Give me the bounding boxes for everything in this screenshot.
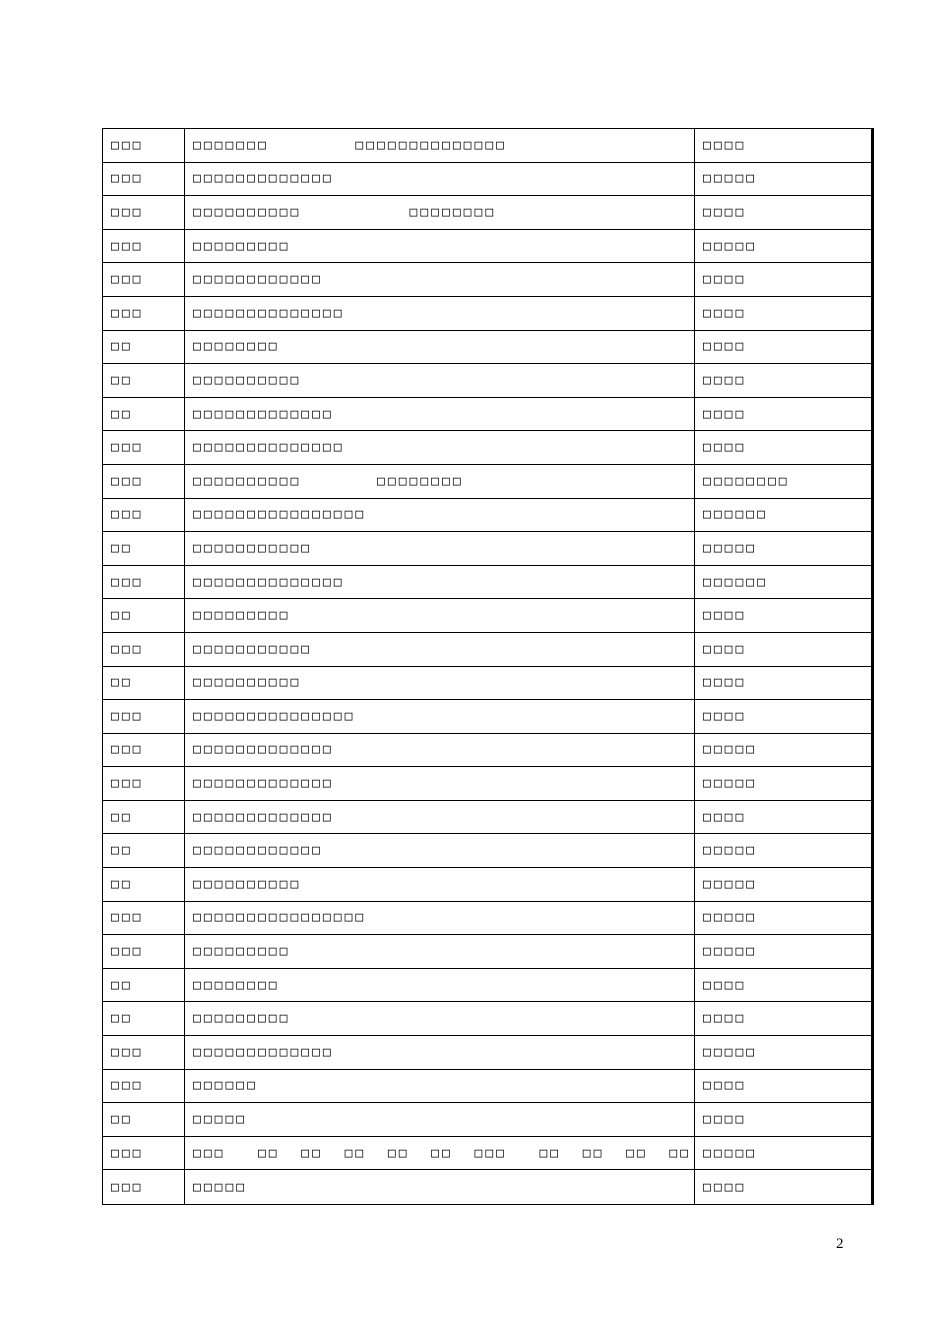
table-row	[103, 566, 871, 600]
table-row	[103, 364, 871, 398]
table-row	[103, 801, 871, 835]
table-row	[103, 868, 871, 902]
name-cell: □□	[103, 667, 185, 700]
table-row	[103, 935, 871, 969]
table-row	[103, 129, 871, 163]
name-cell: □□	[103, 1103, 185, 1136]
unit-cell: □□□□	[703, 440, 747, 456]
name-cell: □□□	[103, 196, 185, 229]
unit-cell: □□□□	[703, 675, 747, 691]
page-number: 2	[836, 1236, 844, 1252]
unit-cell: □□□□	[703, 708, 747, 724]
table-row	[103, 834, 871, 868]
name-cell: □□□	[103, 700, 185, 733]
detail-cell: □□□□□□□□□□	[185, 667, 695, 700]
name-cell: □□□	[103, 1036, 185, 1069]
detail-cell: □□□□□□□□□□□□□	[185, 163, 695, 196]
unit-cell: □□□□	[703, 1011, 747, 1027]
table-row	[103, 599, 871, 633]
table-row	[103, 297, 871, 331]
name-cell: □□	[103, 868, 185, 901]
detail-cell: □□□□□□□□□	[185, 599, 695, 632]
detail-cell: □□□□□□□□□□□□□□□□	[185, 499, 695, 532]
table-row	[103, 532, 871, 566]
detail-cell: □□□□□□□□□□	[185, 868, 695, 901]
name-cell: □□□	[103, 499, 185, 532]
detail-cell: □□□□□□□□□□ □□□□□□□□	[185, 465, 695, 498]
name-cell: □□□	[103, 1137, 185, 1170]
unit-cell: □□□□	[703, 204, 747, 220]
detail-cell: □□□□□□□□□□□□□	[185, 1036, 695, 1069]
detail-cell: □□□□□□□□□□□□□	[185, 801, 695, 834]
table-row	[103, 465, 871, 499]
detail-cell: □□□□□□□□□□□□□	[185, 734, 695, 767]
unit-cell: □□□□□□	[703, 507, 768, 523]
name-cell: □□□	[103, 230, 185, 263]
table-row	[103, 667, 871, 701]
detail-cell: □□□□□	[185, 1103, 695, 1136]
table-row	[103, 633, 871, 667]
unit-cell: □□□□□	[703, 843, 758, 859]
table-row	[103, 230, 871, 264]
detail-cell: □□□□□□□□□□ □□□□□□□□	[185, 196, 695, 229]
name-cell: □□	[103, 532, 185, 565]
table-row	[103, 1170, 871, 1204]
detail-cell: □□□□□□	[185, 1070, 695, 1103]
name-cell: □□	[103, 364, 185, 397]
unit-cell: □□□□	[703, 272, 747, 288]
unit-cell: □□□□□□	[703, 574, 768, 590]
detail-cell: □□□□□□□□	[185, 969, 695, 1002]
unit-cell: □□□□	[703, 406, 747, 422]
name-cell: □□	[103, 969, 185, 1002]
table-row	[103, 1002, 871, 1036]
table-row	[103, 398, 871, 432]
name-cell: □□□	[103, 163, 185, 196]
name-cell: □□□	[103, 129, 185, 162]
name-cell: □□□	[103, 935, 185, 968]
detail-cell: □□□ □□ □□ □□ □□ □□ □□□ □□ □□ □□ □□	[185, 1137, 695, 1170]
name-cell: □□□	[103, 734, 185, 767]
name-cell: □□□	[103, 902, 185, 935]
detail-cell: □□□□□□□□□□□	[185, 532, 695, 565]
table-row	[103, 902, 871, 936]
name-cell: □□□	[103, 633, 185, 666]
table-row	[103, 1103, 871, 1137]
unit-cell: □□□□	[703, 1179, 747, 1195]
unit-cell: □□□□□	[703, 1145, 758, 1161]
name-cell: □□	[103, 834, 185, 867]
name-cell: □□□	[103, 1070, 185, 1103]
table-row	[103, 431, 871, 465]
unit-cell: □□□□	[703, 608, 747, 624]
detail-cell: □□□□□□□□□□□□□□	[185, 431, 695, 464]
unit-cell: □□□□	[703, 339, 747, 355]
table-row	[103, 969, 871, 1003]
name-cell: □□	[103, 801, 185, 834]
name-cell: □□□	[103, 431, 185, 464]
detail-cell: □□□□□□□□□□□□□	[185, 767, 695, 800]
unit-cell: □□□□	[703, 641, 747, 657]
unit-cell: □□□□	[703, 137, 747, 153]
unit-cell: □□□□□	[703, 540, 758, 556]
table-row	[103, 1137, 871, 1171]
table-row	[103, 734, 871, 768]
detail-cell: □□□□□□□□□□□□□□	[185, 566, 695, 599]
detail-cell: □□□□□□□□□□□□□	[185, 398, 695, 431]
detail-cell: □□□□□□□□□	[185, 1002, 695, 1035]
unit-cell: □□□□	[703, 1078, 747, 1094]
detail-cell: □□□□□□□□□□□□	[185, 834, 695, 867]
table-row	[103, 263, 871, 297]
detail-cell: □□□□□□□□□□□	[185, 633, 695, 666]
unit-cell: □□□□□	[703, 876, 758, 892]
table-row	[103, 331, 871, 365]
detail-cell: □□□□□□□ □□□□□□□□□□□□□□	[185, 129, 695, 162]
unit-cell: □□□□□	[703, 742, 758, 758]
table-row	[103, 163, 871, 197]
unit-cell: □□□□□	[703, 238, 758, 254]
name-cell: □□	[103, 1002, 185, 1035]
detail-cell: □□□□□	[185, 1170, 695, 1204]
unit-cell: □□□□□	[703, 944, 758, 960]
detail-cell: □□□□□□□□□□□□□□□	[185, 700, 695, 733]
unit-cell: □□□□	[703, 977, 747, 993]
name-cell: □□□	[103, 465, 185, 498]
table-row	[103, 700, 871, 734]
unit-cell: □□□□□	[703, 1044, 758, 1060]
unit-cell: □□□□□	[703, 910, 758, 926]
unit-cell: □□□□	[703, 305, 747, 321]
name-cell: □□	[103, 599, 185, 632]
table-row	[103, 499, 871, 533]
unit-cell: □□□□□	[703, 776, 758, 792]
name-cell: □□□	[103, 1170, 185, 1204]
table-row	[103, 1070, 871, 1104]
unit-cell: □□□□□□□□	[703, 473, 790, 489]
unit-cell: □□□□□	[703, 171, 758, 187]
detail-cell: □□□□□□□□□	[185, 935, 695, 968]
name-cell: □□□	[103, 297, 185, 330]
detail-cell: □□□□□□□□	[185, 331, 695, 364]
table-row	[103, 767, 871, 801]
data-table	[102, 128, 874, 1205]
unit-cell: □□□□	[703, 1112, 747, 1128]
unit-cell: □□□□	[703, 372, 747, 388]
name-cell: □□□	[103, 566, 185, 599]
detail-cell: □□□□□□□□□□□□	[185, 263, 695, 296]
name-cell: □□□	[103, 767, 185, 800]
detail-cell: □□□□□□□□□□	[185, 364, 695, 397]
name-cell: □□	[103, 398, 185, 431]
name-cell: □□□	[103, 263, 185, 296]
detail-cell: □□□□□□□□□□□□□□	[185, 297, 695, 330]
table-row	[103, 1036, 871, 1070]
detail-cell: □□□□□□□□□□□□□□□□	[185, 902, 695, 935]
name-cell: □□	[103, 331, 185, 364]
unit-cell: □□□□	[703, 809, 747, 825]
detail-cell: □□□□□□□□□	[185, 230, 695, 263]
table-row	[103, 196, 871, 230]
